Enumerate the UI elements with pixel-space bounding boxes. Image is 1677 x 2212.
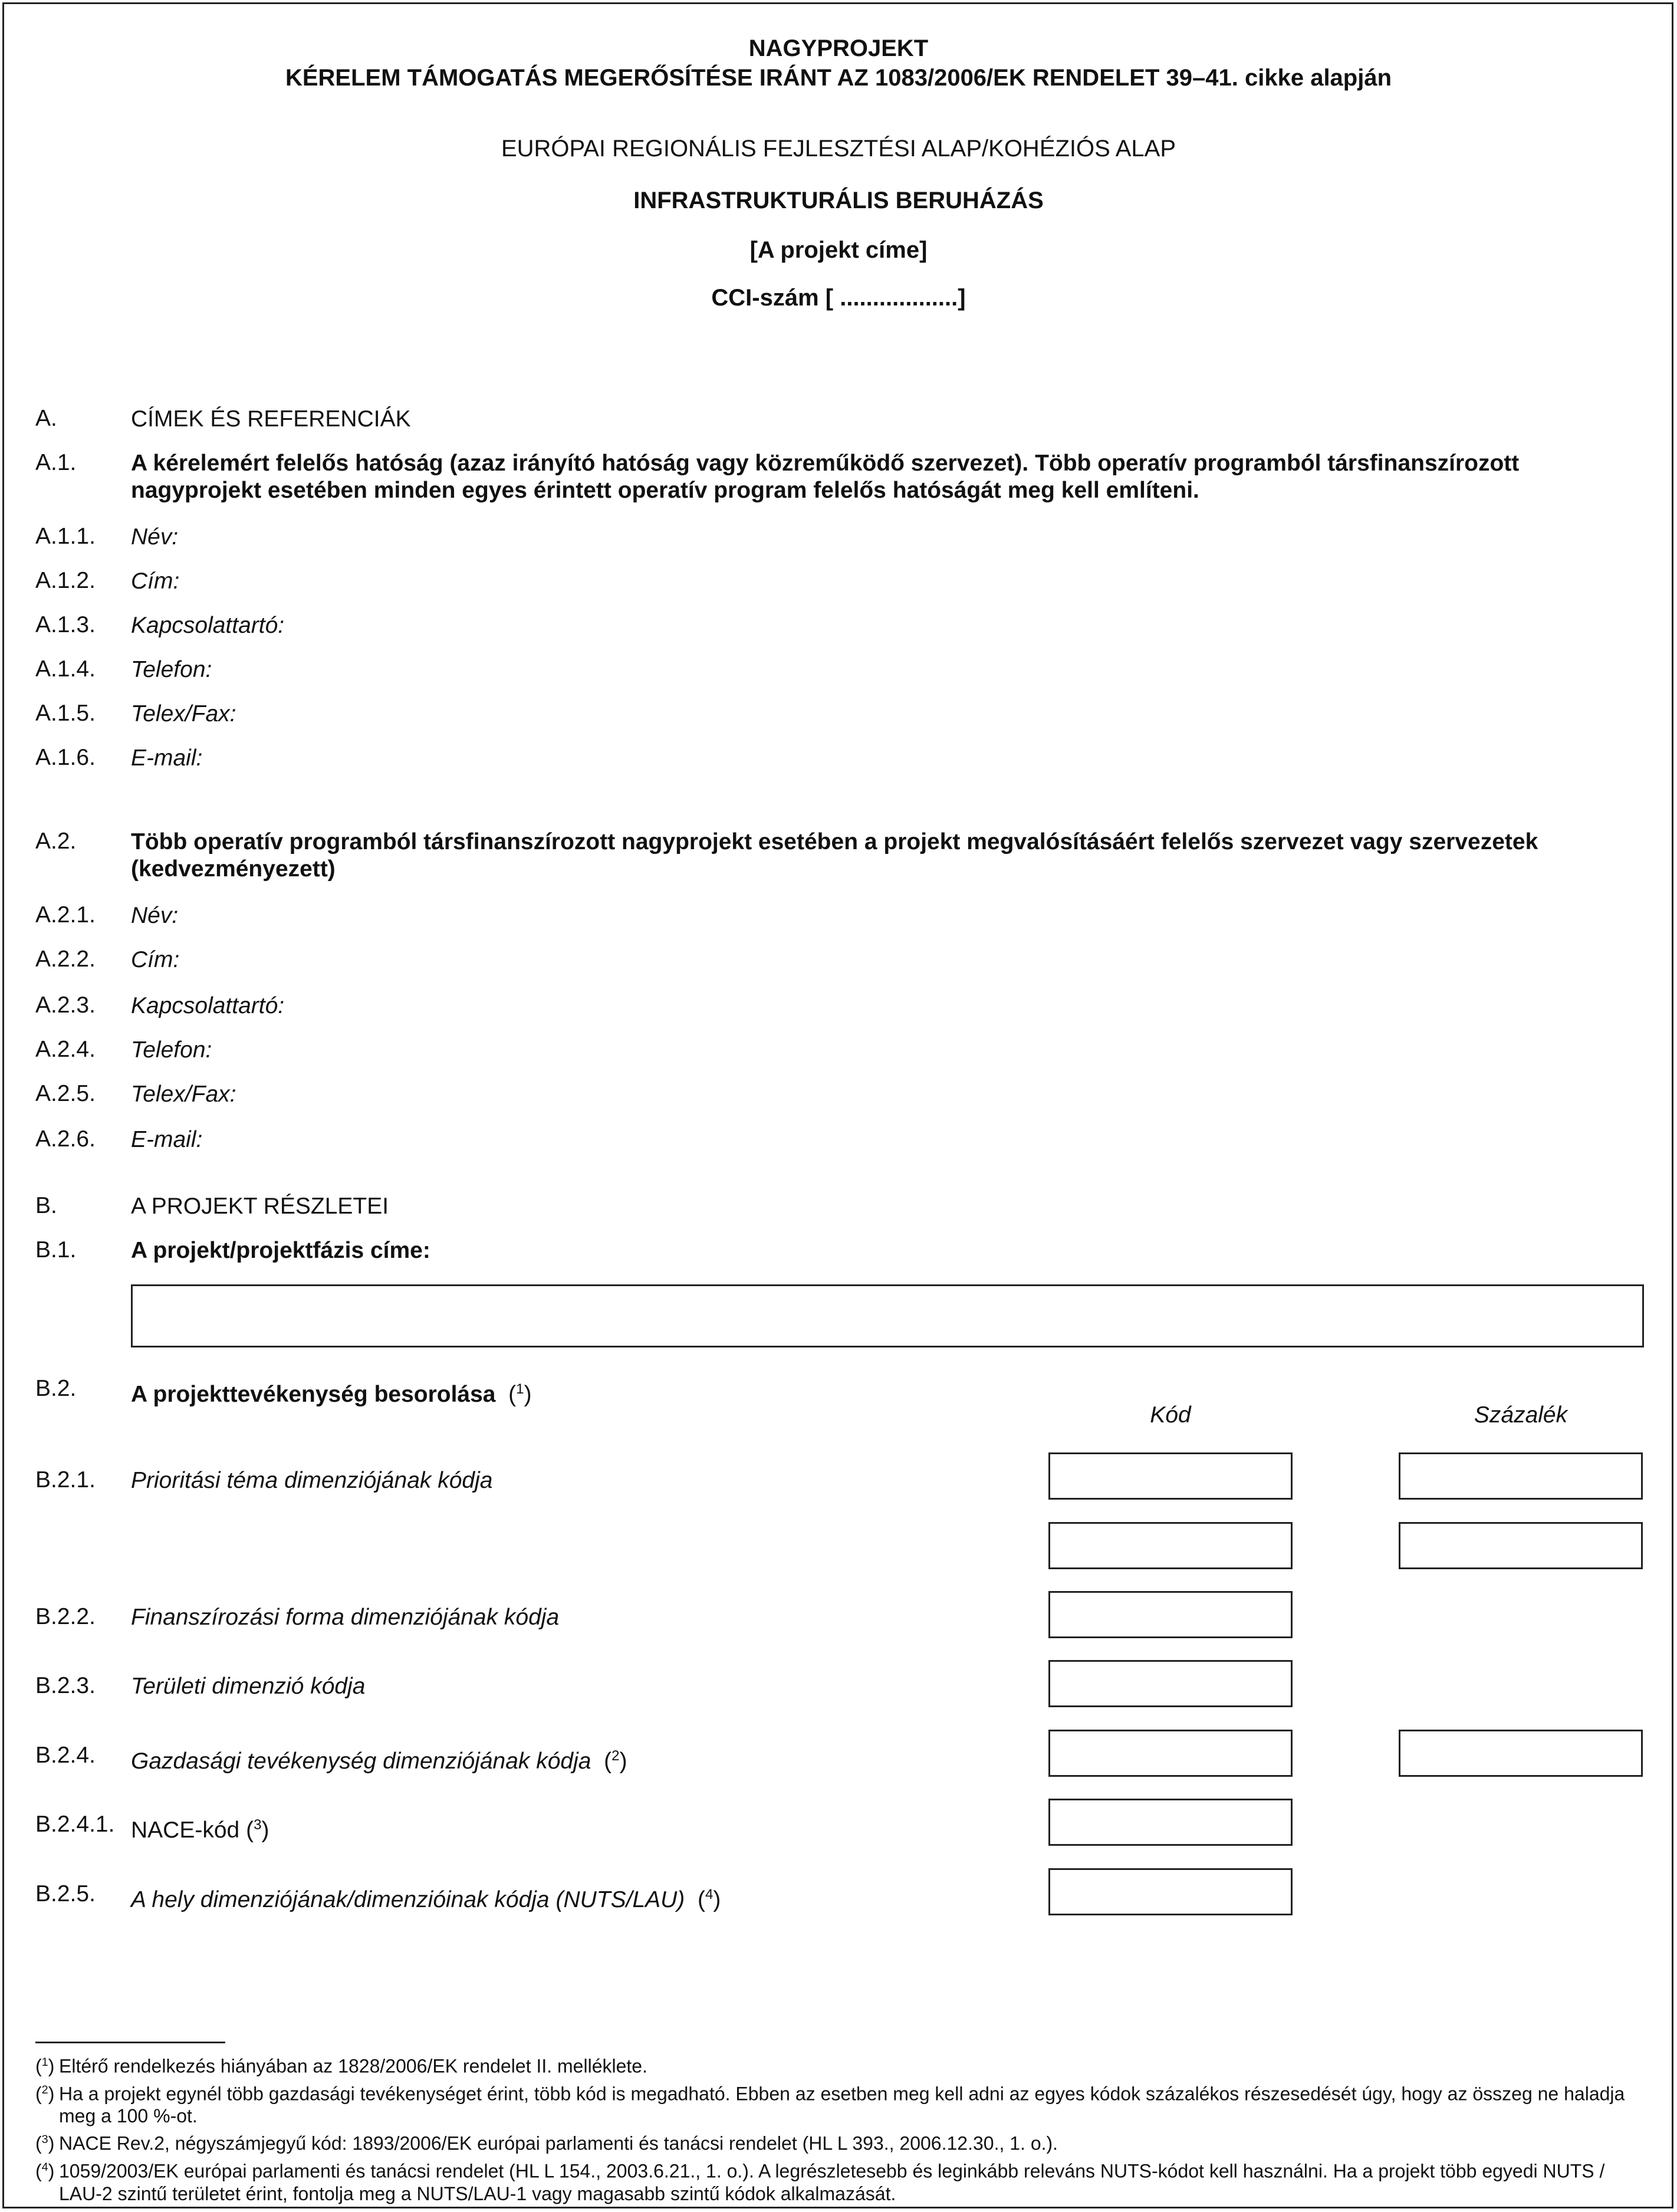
field-label-phone: Telefon: xyxy=(131,657,212,682)
footnote: ($^1$) Eltérő rendelkezés hiányában az 1828/2006/EK rendelet II. melléklete. xyxy=(35,2055,647,2077)
b1-label: A projekt/projektfázis címe: xyxy=(131,1238,430,1263)
item-number: B.2.1. xyxy=(35,1467,96,1493)
item-number: A.1.6. xyxy=(35,745,96,770)
item-number: A.1.4. xyxy=(35,656,96,682)
project-title-placeholder: [A projekt címe] xyxy=(749,237,928,263)
fund-name: EURÓPAI REGIONÁLIS FEJLESZTÉSI ALAP/KOHÉZIÓS ALAP xyxy=(501,136,1176,162)
section-a-title: CÍMEK ÉS REFERENCIÁK xyxy=(131,406,411,432)
nace-code-row: NACE-kód ($^3$) xyxy=(131,1817,269,1843)
finance-form-code-input[interactable] xyxy=(1048,1591,1293,1638)
project-title-input[interactable] xyxy=(131,1284,1644,1347)
section-b-title: A PROJEKT RÉSZLETEI xyxy=(131,1194,389,1219)
priority-theme-percent-input-2[interactable] xyxy=(1399,1522,1643,1569)
nace-code-input[interactable] xyxy=(1048,1799,1293,1846)
economic-activity-code-input[interactable] xyxy=(1048,1730,1293,1777)
item-number: B.2.4. xyxy=(35,1743,96,1768)
item-number: A.2.4. xyxy=(35,1037,96,1062)
field-label-address: Cím: xyxy=(131,568,180,594)
field-label-phone: Telefon: xyxy=(131,1037,212,1063)
item-number: B.2.2. xyxy=(35,1604,96,1629)
a2-heading: Több operatív programból társfinanszírozott nagyprojekt esetében a projekt megvalósításáért felelős szervezet vagy szervezetek (kedvezményezett) xyxy=(131,829,1538,882)
cci-number: CCI-szám [ ..................] xyxy=(711,285,966,311)
a2-number: A.2. xyxy=(35,829,77,854)
economic-activity-label: Gazdasági tevékenység dimenziójának kódja xyxy=(131,1748,591,1774)
column-header-code: Kód xyxy=(1150,1402,1191,1428)
item-number: A.1.1. xyxy=(35,524,96,549)
location-row: A hely dimenziójának/dimenzióinak kódja (NUTS/LAU) ($^4$) xyxy=(131,1886,721,1912)
footnote: ($^2$) Ha a projekt egynél több gazdasági tevékenységet érint, több kód is megadható. Ebben az esetben meg kell adni az egyes kódok százalékos részesedését úgy, hogy az összeg ne haladja meg a 100 %-ot. xyxy=(35,2083,1625,2127)
footnote-ref: 3 xyxy=(254,1817,262,1833)
economic-activity-percent-input[interactable] xyxy=(1399,1730,1643,1777)
item-number: A.2.6. xyxy=(35,1126,96,1152)
footnote-divider xyxy=(35,2042,225,2043)
field-label-email: E-mail: xyxy=(131,745,203,771)
section-a-number: A. xyxy=(35,406,57,431)
priority-theme-code-input-2[interactable] xyxy=(1048,1522,1293,1569)
field-label-name: Név: xyxy=(131,903,179,928)
footnote-ref: 2 xyxy=(611,1748,620,1764)
item-number: A.2.2. xyxy=(35,946,96,972)
territory-label: Területi dimenzió kódja xyxy=(131,1674,366,1699)
a1-heading: A kérelemért felelős hatóság (azaz irányító hatóság vagy közreműködő szervezet). Több operatív programból társfinanszírozott nagyprojekt esetében minden egyes érintett operatív program felelős hatóságát meg kell említeni. xyxy=(131,451,1520,503)
column-header-percent: Százalék xyxy=(1474,1402,1568,1428)
item-number: B.2.4.1. xyxy=(35,1812,115,1837)
territory-code-input[interactable] xyxy=(1048,1660,1293,1707)
item-number: B.2.3. xyxy=(35,1673,96,1698)
priority-theme-label: Prioritási téma dimenziójának kódja xyxy=(131,1468,493,1493)
investment-type: INFRASTRUKTURÁLIS BERUHÁZÁS xyxy=(633,188,1044,213)
item-number: A.1.3. xyxy=(35,612,96,637)
location-label: A hely dimenziójának/dimenzióinak kódja (NUTS/LAU) xyxy=(131,1887,685,1912)
field-label-contact: Kapcsolattartó: xyxy=(131,993,285,1018)
doc-title: NAGYPROJEKT xyxy=(748,35,929,61)
footnote-ref: 4 xyxy=(705,1886,713,1902)
footnote: ($^3$) NACE Rev.2, négyszámjegyű kód: 1893/2006/EK európai parlamenti és tanácsi rendelet (HL L 393., 2006.12.30., 1. o.). xyxy=(35,2132,1058,2154)
finance-form-label: Finanszírozási forma dimenziójának kódja xyxy=(131,1605,560,1630)
item-number: A.2.3. xyxy=(35,992,96,1018)
economic-activity-row: Gazdasági tevékenység dimenziójának kódja ($^2$) xyxy=(131,1748,627,1774)
item-number: A.1.5. xyxy=(35,701,96,726)
item-number: A.2.5. xyxy=(35,1081,96,1106)
b2-number: B.2. xyxy=(35,1376,77,1401)
priority-theme-code-input[interactable] xyxy=(1048,1452,1293,1500)
b2-heading: A projekttevékenység besorolása ($^1$) xyxy=(131,1381,532,1407)
a1-number: A.1. xyxy=(35,450,77,475)
item-number: B.2.5. xyxy=(35,1881,96,1907)
b1-number: B.1. xyxy=(35,1237,77,1263)
footnote: ($^4$) 1059/2003/EK európai parlamenti és tanácsi rendelet (HL L 154., 2003.6.21., 1. o.). A legrészletesebb és leginkább releváns NUTS-kódot kell használni. Ha a projekt több egyedi NUTS / LAU-2 szintű területet érint, fontolja meg a NUTS/LAU-1 vagy magasabb szintű kódok alkalmazását. xyxy=(35,2160,1605,2204)
footnotes xyxy=(35,2051,1642,2205)
item-number: A.1.2. xyxy=(35,568,96,593)
doc-subtitle: KÉRELEM TÁMOGATÁS MEGERŐSÍTÉSE IRÁNT AZ 1083/2006/EK RENDELET 39–41. cikke alapján xyxy=(285,65,1392,91)
location-code-input[interactable] xyxy=(1048,1868,1293,1915)
field-label-fax: Telex/Fax: xyxy=(131,701,236,727)
priority-theme-percent-input[interactable] xyxy=(1399,1452,1643,1500)
field-label-contact: Kapcsolattartó: xyxy=(131,613,285,638)
field-label-fax: Telex/Fax: xyxy=(131,1082,236,1107)
field-label-address: Cím: xyxy=(131,947,180,972)
item-number: A.2.1. xyxy=(35,902,96,928)
section-b-number: B. xyxy=(35,1193,57,1218)
field-label-name: Név: xyxy=(131,524,179,550)
nace-code-label: NACE-kód xyxy=(131,1817,240,1843)
footnote-ref: 1 xyxy=(516,1381,524,1397)
form-page xyxy=(2,2,1673,2208)
field-label-email: E-mail: xyxy=(131,1127,203,1152)
b2-label: A projekttevékenység besorolása xyxy=(131,1382,496,1407)
